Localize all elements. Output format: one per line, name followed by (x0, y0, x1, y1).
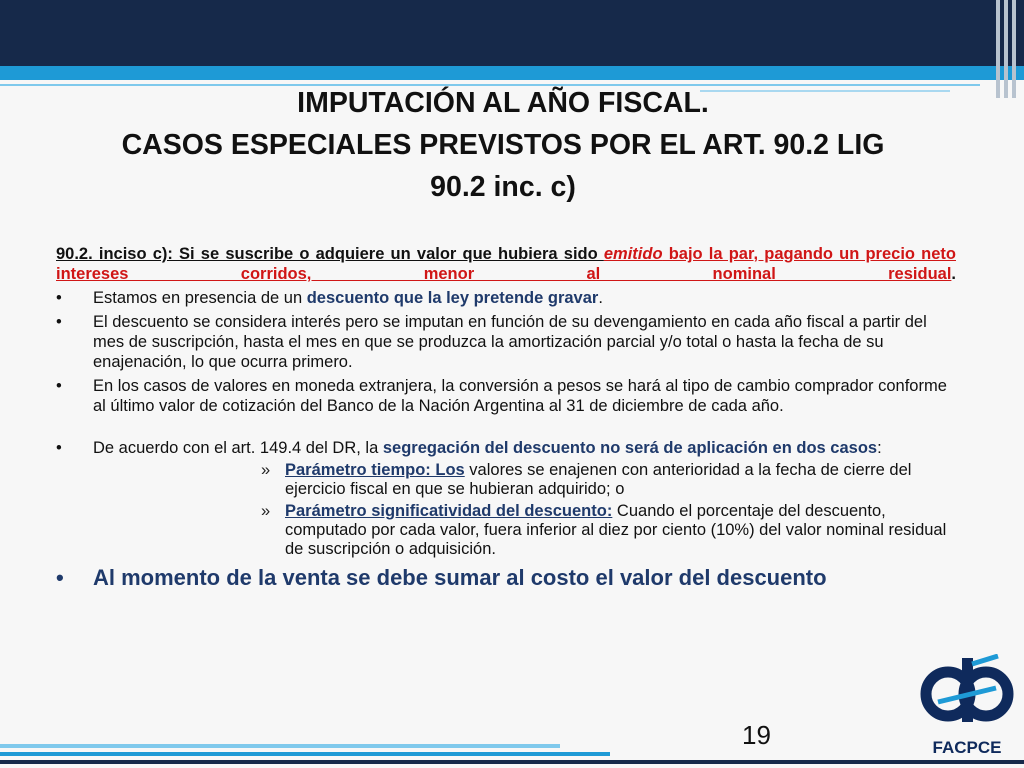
bullet-item (56, 376, 956, 416)
bullet-text: En los casos de valores en moneda extranjera, la conversión a pesos se hará al tipo de cambio comprador conforme al último valor de cotización del Banco de la Nación Argentina al 31 de diciembre de cada año. (93, 377, 947, 415)
bullet-list (56, 288, 956, 591)
title-line: IMPUTACIÓN AL AÑO FISCAL. (297, 87, 709, 119)
title-line: 90.2 inc. c) (430, 171, 576, 203)
slide-title (18, 82, 988, 208)
sub-item-text: valores se enajenen con anterioridad a la fecha de cierre del ejercicio fiscal en que se hubieran adquirido; o (285, 461, 912, 498)
sub-item (255, 502, 956, 559)
bullet-highlight: segregación del descuento no será de aplicación en dos casos (382, 439, 878, 457)
bullet-glyph: • (56, 565, 64, 590)
intro-end: . (951, 265, 956, 283)
header-side-stripe (1012, 0, 1016, 98)
bullet-item (56, 312, 956, 372)
intro-text: 90.2. inciso c): Si se suscribe o adquiere un valor que hubiera sido (56, 245, 604, 263)
footer-bar (0, 752, 610, 756)
header-side-stripe (1004, 0, 1008, 98)
intro-paragraph (56, 244, 956, 284)
bullet-item (56, 288, 956, 308)
bullet-text: : (877, 439, 882, 457)
final-bullet-text: Al momento de la venta se debe sumar al costo el valor del descuento (93, 565, 827, 590)
title-line: CASOS ESPECIALES PREVISTOS POR EL ART. 90.2 LIG (121, 129, 885, 161)
bullet-glyph: • (56, 439, 62, 457)
footer-bar (0, 744, 560, 748)
bullet-text: . (598, 289, 603, 307)
bullet-highlight: descuento que la ley pretende gravar (306, 289, 599, 307)
logo-text: FACPCE (932, 738, 1002, 757)
header-side-stripe (996, 0, 1000, 98)
bullet-text: De acuerdo con el art. 149.4 del DR, la (93, 439, 383, 457)
bullet-item (56, 438, 956, 458)
sub-glyph: » (261, 461, 271, 479)
intro-text-red: bajo la par, pagando un precio neto intereses corridos, menor al nominal residual (56, 245, 956, 283)
footer-bar (0, 760, 1024, 764)
sub-item (255, 461, 956, 499)
page-number: 19 (742, 720, 771, 750)
sub-glyph: » (261, 502, 271, 520)
sub-item-label: Parámetro tiempo: Los (285, 461, 465, 479)
bullet-text: El descuento se considera interés pero se imputan en función de su devengamiento en cada año fiscal a partir del mes de suscripción, hasta el mes en que se produzca la amortización parcial y/o total o hasta la fecha de su enajenación, lo que ocurra primero. (93, 313, 927, 371)
bullet-glyph: • (56, 377, 62, 395)
header-band (0, 0, 1024, 66)
sub-item-label: Parámetro significatividad del descuento: (285, 502, 613, 520)
bullet-glyph: • (56, 313, 62, 331)
final-bullet (56, 565, 956, 591)
intro-emitido: emitido (603, 245, 663, 263)
bullet-glyph: • (56, 289, 62, 307)
slide-body (56, 244, 956, 591)
bullet-text: Estamos en presencia de un (93, 289, 307, 307)
header-accent-strip (0, 66, 1024, 80)
sub-item-text: Cuando el porcentaje del descuento, computado por cada valor, fuera inferior al diez por ciento (10%) del valor nominal residual de suscripción o adquisición. (285, 502, 947, 558)
